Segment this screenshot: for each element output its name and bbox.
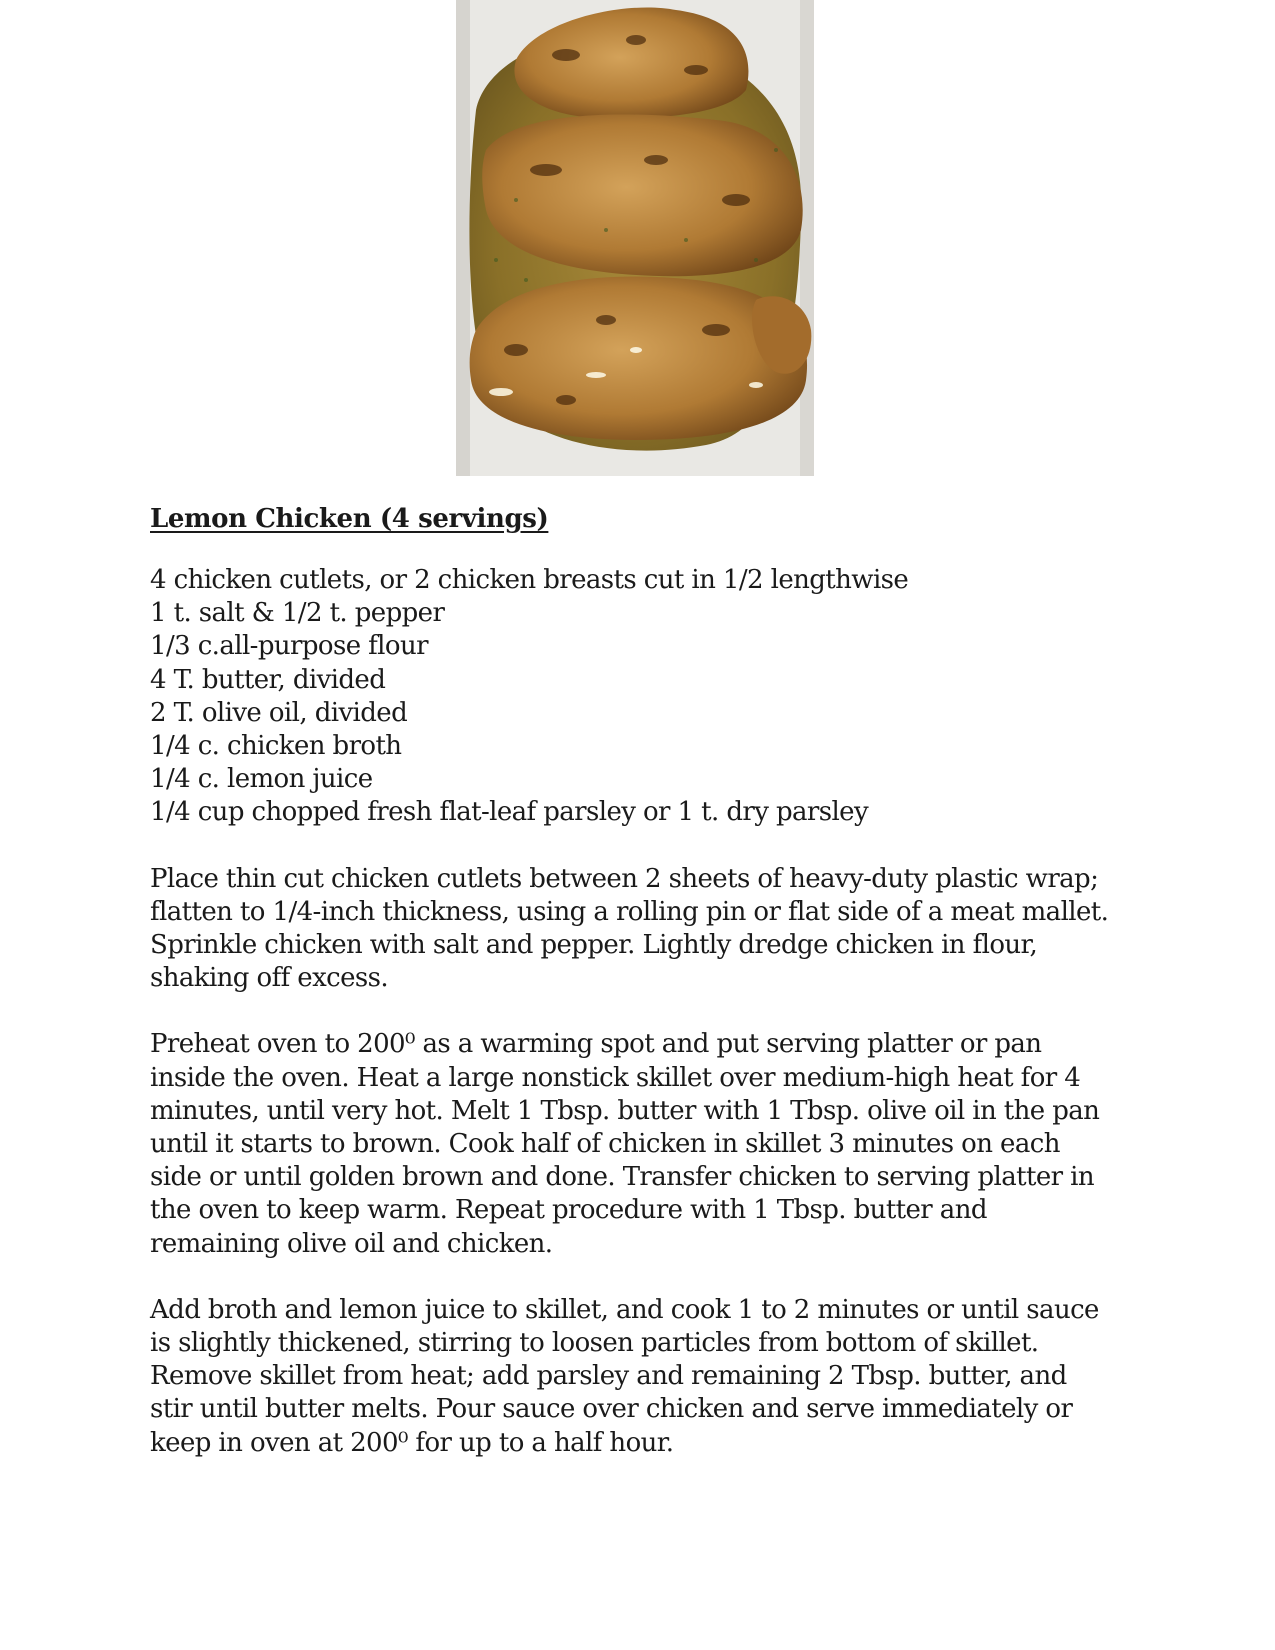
ingredient-item: 4 chicken cutlets, or 2 chicken breasts cut in 1/2 lengthwise xyxy=(150,565,909,595)
ingredient-item: 2 T. olive oil, divided xyxy=(150,697,408,728)
instruction-line: side or until golden brown and done. Transfer chicken to serving platter in xyxy=(150,1162,1094,1193)
instruction-line: the oven to keep warm. Repeat procedure with 1 Tbsp. butter and xyxy=(150,1195,987,1226)
instruction-line: shaking off excess. xyxy=(150,963,389,994)
instruction-step-2 xyxy=(150,1028,1140,1260)
ingredient-item: 1/4 c. chicken broth xyxy=(150,731,402,762)
instruction-line: inside the oven. Heat a large nonstick skillet over medium-high heat for 4 xyxy=(150,1062,1081,1093)
ingredient-item: 1/3 c.all-purpose flour xyxy=(150,631,428,662)
instruction-line: Sprinkle chicken with salt and pepper. Lightly dredge chicken in flour, xyxy=(150,930,1038,961)
ingredient-item: 1/4 c. lemon juice xyxy=(150,764,373,795)
ingredient-item: 1 t. salt & 1/2 t. pepper xyxy=(150,598,445,629)
instruction-line: keep in oven at 200⁰ for up to a half hour. xyxy=(150,1427,674,1458)
recipe-document xyxy=(150,498,1140,1460)
instruction-line: Remove skillet from heat; add parsley and remaining 2 Tbsp. butter, and xyxy=(150,1361,1067,1392)
instruction-line: is slightly thickened, stirring to loosen particles from bottom of skillet. xyxy=(150,1328,1039,1359)
instruction-line: minutes, until very hot. Melt 1 Tbsp. butter with 1 Tbsp. olive oil in the pan xyxy=(150,1095,1100,1126)
ingredient-list xyxy=(150,564,1140,830)
instruction-step-1 xyxy=(150,863,1140,996)
instruction-line: remaining olive oil and chicken. xyxy=(150,1228,553,1259)
instruction-step-3 xyxy=(150,1294,1140,1460)
instruction-line: flatten to 1/4-inch thickness, using a rolling pin or flat side of a meat mallet. xyxy=(150,896,1109,927)
lemon-chicken-photo xyxy=(456,0,814,476)
recipe-title: Lemon Chicken (4 servings) xyxy=(150,504,549,534)
instruction-line: Place thin cut chicken cutlets between 2 sheets of heavy-duty plastic wrap; xyxy=(150,863,1099,894)
instruction-line: Preheat oven to 200⁰ as a warming spot and put serving platter or pan xyxy=(150,1029,1042,1060)
ingredient-item: 4 T. butter, divided xyxy=(150,664,386,695)
ingredient-item: 1/4 cup chopped fresh flat-leaf parsley or 1 t. dry parsley xyxy=(150,797,869,828)
instruction-line: stir until butter melts. Pour sauce over chicken and serve immediately or xyxy=(150,1394,1073,1425)
instruction-line: Add broth and lemon juice to skillet, and cook 1 to 2 minutes or until sauce xyxy=(150,1294,1099,1325)
instruction-line: until it starts to brown. Cook half of chicken in skillet 3 minutes on each xyxy=(150,1129,1060,1160)
